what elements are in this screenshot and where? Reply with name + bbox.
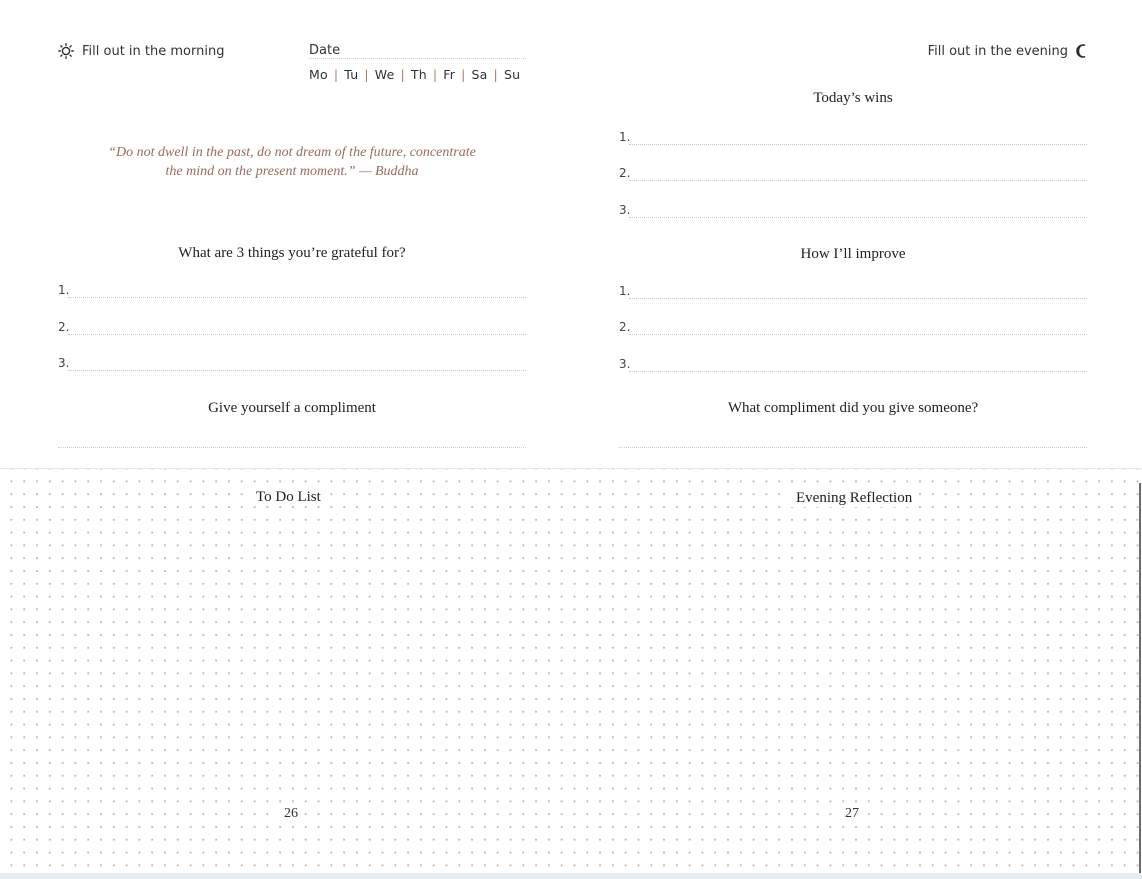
wins-line-3[interactable] (619, 202, 1087, 218)
day-separator: | (364, 67, 369, 82)
weekday-selector (309, 67, 520, 82)
quote (58, 143, 526, 181)
line-number: 1. (58, 283, 70, 297)
given-compliment-field[interactable] (619, 447, 1087, 448)
page-number-left: 26 (278, 806, 304, 822)
evening-label: Fill out in the evening (927, 43, 1068, 59)
evening-header (928, 42, 1088, 60)
grateful-line-2[interactable] (58, 319, 526, 335)
day-separator: | (493, 67, 498, 82)
day-separator: | (461, 67, 466, 82)
improve-line-2[interactable] (619, 319, 1087, 335)
bottom-edge-bar (0, 873, 1142, 879)
sun-icon (58, 43, 74, 59)
todo-heading: To Do List (250, 489, 327, 506)
day-fr[interactable]: Fr (443, 67, 456, 82)
day-th[interactable]: Th (410, 67, 427, 82)
grateful-line-3[interactable] (58, 355, 526, 371)
day-separator: | (333, 67, 339, 82)
date-label: Date (309, 43, 341, 58)
line-number: 3. (58, 356, 70, 370)
wins-heading: Today’s wins (813, 90, 893, 106)
day-separator: | (400, 67, 405, 82)
morning-header (58, 42, 224, 60)
date-field[interactable] (309, 58, 526, 59)
improve-heading: How I’ll improve (800, 246, 906, 262)
line-number: 2. (619, 166, 631, 180)
line-number: 1. (619, 284, 631, 298)
day-sa[interactable]: Sa (471, 67, 488, 82)
quote-line-1: “Do not dwell in the past, do not dream of the future, concentrate (108, 145, 476, 160)
day-tu[interactable]: Tu (344, 67, 359, 82)
day-we[interactable]: We (374, 67, 395, 82)
self-compliment-field[interactable] (58, 447, 526, 448)
line-number: 2. (58, 320, 70, 334)
dot-grid-area[interactable] (0, 468, 1142, 874)
moon-icon (1074, 43, 1088, 59)
morning-label: Fill out in the morning (82, 43, 225, 59)
page-edge (1139, 483, 1141, 873)
line-number: 3. (619, 203, 631, 217)
day-su[interactable]: Su (503, 67, 521, 82)
reflection-heading: Evening Reflection (790, 490, 918, 507)
improve-line-1[interactable] (619, 283, 1087, 299)
line-number: 2. (619, 320, 631, 334)
wins-line-1[interactable] (619, 129, 1087, 145)
line-number: 1. (619, 130, 631, 144)
grateful-heading: What are 3 things you’re grateful for? (178, 245, 406, 261)
quote-line-2: the mind on the present moment.” — Buddha (165, 164, 419, 179)
self-compliment-heading: Give yourself a compliment (208, 400, 376, 416)
improve-line-3[interactable] (619, 356, 1087, 372)
wins-line-2[interactable] (619, 165, 1087, 181)
line-number: 3. (619, 357, 631, 371)
grateful-line-1[interactable] (58, 282, 526, 298)
page-number-right: 27 (839, 806, 865, 822)
given-compliment-heading: What compliment did you give someone? (727, 400, 979, 416)
day-separator: | (432, 67, 438, 82)
day-mo[interactable]: Mo (309, 67, 328, 82)
